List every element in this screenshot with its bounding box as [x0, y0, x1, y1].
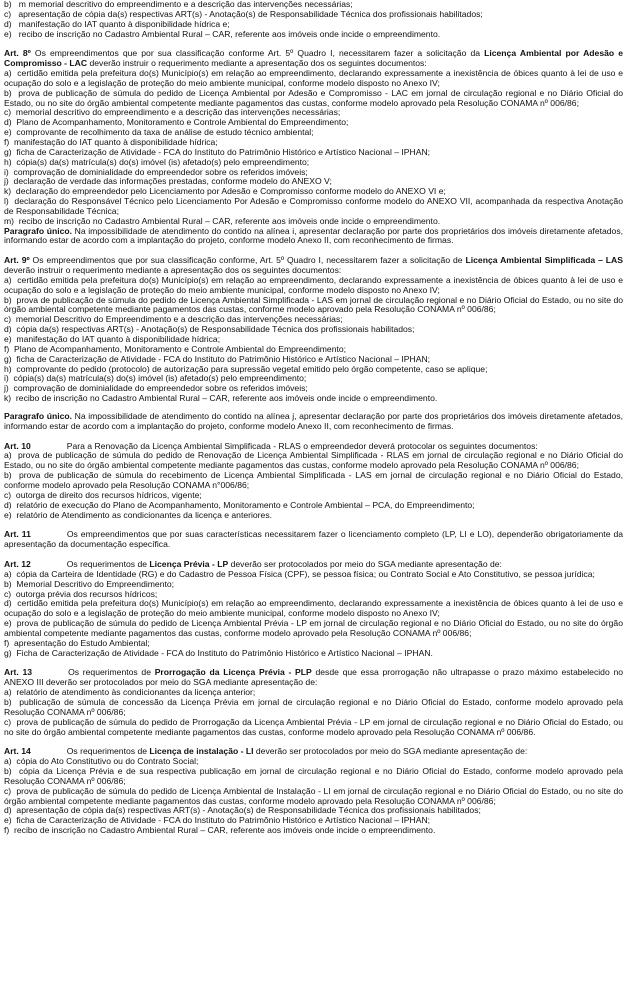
list-item: a) certidão emitida pela prefeitura do(s) Município(s) em relação ao empreendimento, declarando expressamente a inexistência de óbices quanto à lei de uso e ocupação do solo e a legislação de proteção do meio ambiente municipal, conforme modelo disposto no Anexo IV;: [4, 274, 623, 295]
list-item: e) comprovante de recolhimento da taxa de análise de estudo técnico ambiental;: [4, 127, 314, 138]
article-intro: Os requerimentos de: [66, 559, 150, 570]
list-item: j) declaração de verdade das informações prestadas, conforme modelo do ANEXO V;: [4, 176, 332, 187]
list-item: e) recibo de inscrição no Cadastro Ambiental Rural – CAR, referente aos imóveis onde incide o empreendimento.: [4, 28, 441, 39]
article-14: [4, 747, 623, 836]
license-name: Prorrogação da Licença Prévia - PLP: [154, 667, 312, 678]
list-item: a) cópia do Ato Constitutivo ou do Contrato Social;: [4, 756, 199, 767]
article-label: Art. 9º: [4, 255, 30, 266]
list-item: c) outorga de direito dos recursos hídricos, vigente;: [4, 489, 202, 500]
sole-paragraph-text: Na impossibilidade de atendimento do contido na alínea j, apresentar declaração por parte dos proprietários dos imóveis diretamente afetados, informando estar de acordo com a implantação do projeto, conforme modelo Anexo II, com reconhecimento de firmas.: [4, 410, 624, 431]
article-intro: Os requerimentos de: [68, 667, 155, 678]
list-item: e) manifestação do IAT quanto à disponibilidade hídrica;: [4, 334, 221, 344]
article-intro: desde que essa prorrogação não ultrapasse o prazo máximo estabelecido no ANEXO III deverão ser protocolados por meio do SGA mediante apresentação de:: [4, 667, 624, 688]
list-item: a) relatório de atendimento às condicionantes da licença anterior;: [4, 687, 256, 698]
article-12: [4, 560, 623, 658]
list-item: b) Memorial Descritivo do Empreendimento;: [4, 578, 175, 589]
license-name: Licença Ambiental Simplificada – LAS: [465, 255, 623, 266]
article-intro: Os empreendimentos que por suas características necessitarem fazer o licenciamento completo (LP, LI e LO), dependerão obrigatoriamente da apresentação da documentação específica.: [4, 529, 623, 550]
list-item: d) relatório de execução do Plano de Acompanhamento, Monitoramento e Controle Ambiental – PCA, do Empreendimento;: [4, 499, 475, 510]
list-item: a) prova de publicação de súmula do pedido de Renovação de Licença Ambiental Simplificada - RLAS em jornal de circulação regional e no Diário Oficial do Estado, ou no site do órgão ambiental competente mediante pagamentos das custas, conforme modelo aprovado pela Resolução CONAMA nº 006/86;: [4, 450, 623, 471]
list-item: b) prova de publicação de súmula do pedido de Licença Ambiental Simplificada - LAS em jornal de circulação regional e no Diário Oficial do Estado, ou no site do órgão ambiental competente mediante pagamentos das custas, conforme modelo aprovado pela Resolução CONAMA nº 006/86;: [4, 294, 623, 315]
list-item: i) comprovação de dominialidade do empreendedor sobre os referidos imóveis;: [4, 166, 308, 177]
license-name: Licença Ambiental por Adesão e Compromisso - LAC: [4, 48, 624, 69]
article-label: Art. 10: [4, 440, 31, 451]
article-heading: [4, 49, 623, 69]
list-item: e) relatório de Atendimento as condicionantes da licença e anteriores.: [4, 509, 273, 520]
list-item: e) ficha de Caracterização de Atividade - FCA do Instituto do Patrimônio Histórico e Artístico Nacional – IPHAN;: [4, 815, 431, 826]
sole-paragraph-label: Paragrafo único.: [4, 410, 73, 421]
list-item: c) prova de publicação de súmula do pedido de Prorrogação da Licença Ambiental Prévia - LP em jornal de circulação regional e no Diário Oficial do Estado, ou no site do órgão ambiental competente mediante pagamentos das custas, conforme modelo aprovado pela Resolução CONAMA nº 006/86.: [4, 716, 623, 737]
sole-paragraph-label: Paragrafo único.: [4, 225, 73, 236]
list-item: c) memorial Descritivo do Empreendimento e a descrição das intervenções necessárias;: [4, 314, 343, 325]
list-item: d) cópia da(s) respectivas ART(s) - Anotação(s) de Responsabilidade Técnica dos profissionais habilitados;: [4, 324, 415, 335]
list-item: d) manifestação do IAT quanto à disponibilidade hídrica e;: [4, 18, 230, 29]
list-item: l) declaração do Responsável Técnico pelo Licenciamento Por Adesão e Compromisso conforme modelo do ANEXO VII, acompanhada da respectiva Anotação de Responsabilidade Técnica;: [4, 196, 623, 216]
article-10: [4, 442, 623, 521]
sole-paragraph-text: Na impossibilidade de atendimento do contido na alínea i, apresentar declaração por parte dos proprietários dos imóveis diretamente afetados, informando estar de acordo com a implantação do projeto, conforme modelo Anexo II, com reconhecimento de firmas.: [4, 225, 624, 246]
article-intro: Os requerimentos de: [66, 746, 150, 757]
list-item: a) cópia da Carteira de Identidade (RG) e do Cadastro de Pessoa Física (CPF), se pessoa física; ou Contrato Social e Ato Constitutivo, se pessoa jurídica;: [4, 568, 595, 579]
article-label: Art. 11: [4, 529, 31, 540]
article-intro: Os empreendimentos que por sua classificação conforme Art. 5º Quadro I, necessitarem fazer a solicitação da: [30, 48, 485, 59]
list-item: f) Plano de Acompanhamento, Monitoramento e Controle Ambiental do Empreendimento;: [4, 343, 347, 354]
list-item: f) recibo de inscrição no Cadastro Ambiental Rural – CAR, referente aos imóveis onde incide o empreendimento.: [4, 825, 436, 836]
list-item: h) cópia(s) da(s) matrícula(s) do(s) imóvel (is) afetado(s) pelo empreendimento;: [4, 156, 310, 167]
article-intro: deverão instruir o requerimento mediante a apresentação dos os seguintes documentos:: [87, 58, 427, 69]
article-11: [4, 530, 623, 550]
list-item: b) publicação de súmula de concessão da Licença Prévia em jornal de circulação regional e no Diário Oficial do Estado, conforme modelo aprovado pela Resolução CONAMA nº 006/86;: [4, 697, 623, 717]
article-intro: deverão ser protocolados por meio do SGA mediante apresentação de:: [253, 746, 528, 757]
article-8: [4, 49, 623, 246]
list-item: d) apresentação de cópia da(s) respectivas ART(s) - Anotação(s) de Responsabilidade Técnica dos profissionais habilitados;: [4, 805, 481, 816]
article-heading: [4, 530, 623, 550]
list-item: c) memorial descritivo do empreendimento e a descrição das intervenções necessárias;: [4, 107, 341, 118]
article-label: Art. 14: [4, 746, 31, 757]
list-item: d) certidão emitida pela prefeitura do(s) Município(s) em relação ao empreendimento, declarando expressamente a inexistência de óbices quanto à lei de uso e ocupação do solo e a legislação de proteção do meio ambiente municipal, conforme modelo disposto no Anexo IV;: [4, 598, 623, 619]
list-item: d) Plano de Acompanhamento, Monitoramento e Controle Ambiental do Empreendimento;: [4, 117, 349, 128]
list-item: j) comprovação de dominialidade do empreendedor sobre os referidos imóveis;: [4, 383, 308, 394]
article-13: [4, 668, 623, 737]
list-block-top: [4, 0, 623, 39]
list-item: g) ficha de Caracterização de Atividade - FCA do Instituto do Patrimônio Histórico e Artístico Nacional – IPHAN;: [4, 146, 431, 157]
article-label: Art. 8º: [4, 48, 31, 59]
article-label: Art. 13: [4, 667, 33, 678]
license-name: Licença Prévia - LP: [149, 559, 229, 570]
list-item: g) ficha de Caracterização de Atividade - FCA do Instituto do Patrimônio Histórico e Artístico Nacional – IPHAN;: [4, 353, 431, 364]
list-item: b) cópia da Licença Prévia e de sua respectiva publicação em jornal de circulação regional e no Diário Oficial do Estado, conforme modelo aprovado pela Resolução CONAMA nº 006/86;: [4, 766, 623, 786]
list-item: c) outorga prévia dos recursos hídricos;: [4, 588, 158, 599]
list-item: f) manifestação do IAT quanto à disponibilidade hídrica;: [4, 136, 218, 147]
list-item: a) certidão emitida pela prefeitura do(s) Município(s) em relação ao empreendimento, declarando expressamente a inexistência de óbices quanto à lei de uso e ocupação do solo e a legislação de proteção do meio ambiente municipal, conforme modelo disposto no Anexo IV;: [4, 68, 623, 88]
list-item: b) prova de publicação de súmula do recebimento de Licença Ambiental Simplificada - LAS em jornal de circulação regional e no Diário Oficial do Estado, conforme modelo aprovado pela Resolução CONAMA n°006/86;: [4, 470, 623, 490]
article-heading: [4, 256, 623, 276]
license-name: Licença de instalação - LI: [149, 746, 254, 757]
list-item: b) prova de publicação de súmula do pedido de Licença Ambiental por Adesão e Compromisso - LAC em jornal de circulação regional e no Diário Oficial do Estado, ou no site do órgão ambiental competente mediante pagamentos das custas, conforme modelo aprovado pela Resolução CONAMA nº 006/86;: [4, 87, 623, 108]
list-item: c) prova de publicação de súmula do pedido de Licença Ambiental de Instalação - LI em jornal de circulação regional e no Diário Oficial do Estado, ou no site do órgão ambiental competente mediante pagamentos das custas, conforme modelo aprovado pela Resolução CONAMA nº 006/86;: [4, 785, 623, 806]
list-item: h) comprovante do pedido (protocolo) de autorização para supressão vegetal emitido pelo órgão competente, caso se aplique;: [4, 363, 488, 374]
list-item: e) prova de publicação de súmula do pedido de Licença Ambiental Prévia - LP em jornal de circulação regional e no Diário Oficial do Estado, ou no site do órgão ambiental competente mediante pagamentos das custas, conforme modelo aprovado pela Resolução CONAMA nº 006/86;: [4, 618, 623, 638]
list-item: k) declaração do empreendedor pelo Licenciamento por Adesão e Compromisso conforme modelo do ANEXO VI e;: [4, 186, 446, 197]
article-intro: Os empreendimentos que por sua classificação conforme, Art. 5º Quadro I, necessitarem fazer a solicitação de: [29, 255, 466, 266]
article-9: [4, 256, 623, 431]
article-intro: deverão instruir o requerimento mediante a apresentação dos os seguintes documentos:: [4, 265, 342, 276]
list-item: c) apresentação de cópia da(s) respectivas ART(s) - Anotação(s) de Responsabilidade Técnica dos profissionais habilitados;: [4, 8, 483, 19]
list-item: m) recibo de inscrição no Cadastro Ambiental Rural – CAR, referente aos imóveis onde incide o empreendimento.: [4, 215, 441, 226]
list-item: i) cópia(s) da(s) matrícula(s) do(s) imóvel (is) afetado(s) pelo empreendimento;: [4, 373, 307, 384]
list-item: f) apresentação do Estudo Ambiental;: [4, 637, 150, 648]
sole-paragraph: [4, 227, 623, 247]
article-label: Art. 12: [4, 559, 31, 570]
article-intro: deverão ser protocolados por meio do SGA mediante apresentação de:: [228, 559, 502, 570]
sole-paragraph: [4, 412, 623, 432]
list-item: g) Ficha de Caracterização de Atividade - FCA do Instituto do Patrimônio Histórico e Artístico Nacional – IPHAN.: [4, 647, 433, 658]
article-heading: [4, 668, 623, 688]
list-item: b) m memorial descritivo do empreendimento e a descrição das intervenções necessárias;: [4, 0, 353, 9]
article-intro: Para a Renovação da Licença Ambiental Simplificada - RLAS o empreendedor deverá protocolar os seguintes documentos:: [66, 440, 538, 451]
list-item: k) recibo de inscrição no Cadastro Ambiental Rural – CAR, referente aos imóveis onde incide o empreendimento.: [4, 393, 438, 404]
